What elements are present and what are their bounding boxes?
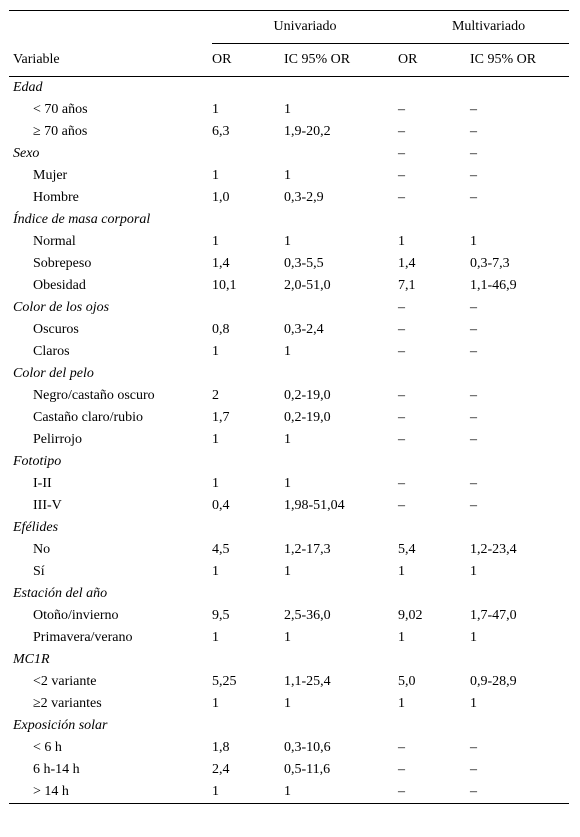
- variable-cell: Otoño/invierno: [33, 608, 119, 623]
- table-row: [9, 561, 569, 583]
- ic-multivariado-cell: 1: [470, 696, 478, 711]
- table-row: [9, 759, 569, 781]
- ic-multivariado-cell: –: [470, 344, 478, 359]
- or-multivariado-cell: 5,4: [398, 542, 416, 557]
- variable-cell: <2 variante: [33, 674, 97, 689]
- variable-cell: Claros: [33, 344, 70, 359]
- or-univariado-cell: [212, 583, 284, 605]
- or-univariado-cell: 1: [212, 168, 219, 183]
- variable-cell: Color de los ojos: [13, 300, 110, 315]
- ic-univariado-cell: [284, 583, 398, 605]
- or-multivariado-cell: 1,4: [398, 256, 416, 271]
- variable-cell: Exposición solar: [13, 718, 108, 733]
- or-multivariado-cell: 9,02: [398, 608, 423, 623]
- variable-cell: 6 h-14 h: [33, 762, 80, 777]
- table-row: [9, 319, 569, 341]
- ic-univariado-cell: 1,9-20,2: [284, 124, 331, 139]
- ic-univariado-cell: 1,1-25,4: [284, 674, 331, 689]
- category-row: [9, 517, 569, 539]
- ic-univariado-cell: [284, 297, 398, 319]
- ic-univariado-cell: 0,3-5,5: [284, 256, 324, 271]
- ic-univariado-cell: 1: [284, 696, 291, 711]
- variable-cell: < 6 h: [33, 740, 62, 755]
- ic-univariado-cell: 1: [284, 781, 398, 804]
- or-multivariado-cell: –: [398, 102, 406, 117]
- variable-cell: III-V: [33, 498, 62, 513]
- ic-multivariado-cell: –: [470, 168, 478, 183]
- category-row: [9, 77, 569, 100]
- ic-univariado-header: IC 95% OR: [284, 44, 398, 77]
- variable-cell: Negro/castaño oscuro: [33, 388, 155, 403]
- table-row: [9, 121, 569, 143]
- or-multivariado-cell: [398, 583, 470, 605]
- multivariado-header: Multivariado: [398, 11, 569, 44]
- table-row: [9, 495, 569, 517]
- or-multivariado-cell: –: [398, 124, 406, 139]
- variable-header: Variable: [9, 44, 212, 77]
- or-multivariado-cell: 1: [398, 696, 406, 711]
- ic-multivariado-cell: –: [470, 781, 569, 804]
- ic-multivariado-cell: –: [470, 762, 478, 777]
- ic-multivariado-cell: –: [470, 498, 478, 513]
- or-multivariado-cell: –: [398, 740, 406, 755]
- table-row: [9, 429, 569, 451]
- or-univariado-cell: 1,4: [212, 256, 230, 271]
- category-row: [9, 583, 569, 605]
- ic-univariado-cell: [284, 451, 398, 473]
- table-row: [9, 627, 569, 649]
- ic-univariado-cell: 0,3-10,6: [284, 740, 331, 755]
- table-row: [9, 671, 569, 693]
- table-row: [9, 275, 569, 297]
- or-univariado-cell: 1,7: [212, 410, 230, 425]
- table-row: [9, 473, 569, 495]
- or-multivariado-header: OR: [398, 44, 470, 77]
- table-row: [9, 737, 569, 759]
- ic-univariado-cell: 1: [284, 168, 291, 183]
- or-univariado-cell: [212, 143, 284, 165]
- header-group-row: [9, 11, 569, 44]
- variable-cell: Castaño claro/rubio: [33, 410, 144, 425]
- or-multivariado-cell: –: [398, 498, 406, 513]
- ic-univariado-cell: [284, 517, 398, 539]
- category-row: [9, 649, 569, 671]
- ic-multivariado-cell: [470, 77, 569, 100]
- ic-multivariado-cell: 1: [470, 630, 478, 645]
- or-multivariado-cell: 7,1: [398, 278, 416, 293]
- ic-multivariado-cell: –: [470, 432, 478, 447]
- or-univariado-cell: [212, 649, 284, 671]
- ic-univariado-cell: 0,5-11,6: [284, 762, 331, 777]
- table-body: [9, 77, 569, 804]
- or-univariado-cell: 1,8: [212, 740, 230, 755]
- variable-cell: < 70 años: [33, 102, 88, 117]
- table-row: [9, 99, 569, 121]
- ic-multivariado-header: IC 95% OR: [470, 44, 569, 77]
- or-multivariado-cell: [398, 715, 470, 737]
- ic-univariado-cell: 1: [284, 564, 291, 579]
- ic-univariado-cell: 0,2-19,0: [284, 410, 331, 425]
- variable-cell: Pelirrojo: [33, 432, 82, 447]
- ic-univariado-cell: 1: [284, 476, 291, 491]
- or-univariado-cell: 6,3: [212, 124, 230, 139]
- or-univariado-cell: 4,5: [212, 542, 230, 557]
- or-univariado-cell: 9,5: [212, 608, 230, 623]
- variable-cell: Estación del año: [13, 586, 108, 601]
- ic-univariado-cell: 2,5-36,0: [284, 608, 331, 623]
- ic-multivariado-cell: [470, 363, 569, 385]
- table-row: [9, 231, 569, 253]
- table-row: [9, 539, 569, 561]
- or-univariado-cell: 5,25: [212, 674, 237, 689]
- table-row: [9, 187, 569, 209]
- or-univariado-cell: 10,1: [212, 278, 237, 293]
- or-multivariado-cell: 1: [398, 564, 406, 579]
- header-column-row: [9, 44, 569, 77]
- or-univariado-cell: 1: [212, 432, 219, 447]
- variable-cell: No: [33, 542, 51, 557]
- or-univariado-cell: [212, 209, 284, 231]
- category-row: [9, 209, 569, 231]
- or-multivariado-cell: [398, 451, 470, 473]
- ic-univariado-cell: [284, 649, 398, 671]
- ic-univariado-cell: [284, 363, 398, 385]
- or-multivariado-cell: –: [398, 781, 470, 804]
- category-row: [9, 363, 569, 385]
- variable-cell: Sexo: [13, 146, 40, 161]
- table-row: [9, 341, 569, 363]
- or-multivariado-cell: –: [398, 322, 406, 337]
- variable-cell: Normal: [33, 234, 76, 249]
- or-univariado-cell: [212, 715, 284, 737]
- or-univariado-cell: [212, 451, 284, 473]
- ic-multivariado-cell: –: [470, 322, 478, 337]
- ic-univariado-cell: [284, 209, 398, 231]
- or-multivariado-cell: [398, 517, 470, 539]
- table-row: [9, 385, 569, 407]
- ic-multivariado-cell: 1: [470, 234, 478, 249]
- or-univariado-cell: [212, 517, 284, 539]
- variable-cell: Hombre: [33, 190, 79, 205]
- ic-univariado-cell: 1: [284, 630, 291, 645]
- or-multivariado-cell: –: [398, 476, 406, 491]
- or-univariado-cell: [212, 297, 284, 319]
- or-univariado-cell: 1,0: [212, 190, 230, 205]
- or-multivariado-cell: –: [398, 300, 406, 315]
- ic-multivariado-cell: [470, 517, 569, 539]
- ic-univariado-cell: 2,0-51,0: [284, 278, 331, 293]
- variable-cell: ≥2 variantes: [33, 696, 102, 711]
- category-row: [9, 297, 569, 319]
- or-multivariado-cell: [398, 363, 470, 385]
- or-univariado-cell: 1: [212, 234, 219, 249]
- ic-multivariado-cell: [470, 209, 569, 231]
- or-univariado-cell: 0,4: [212, 498, 230, 513]
- or-univariado-cell: 1: [212, 630, 219, 645]
- ic-multivariado-cell: 1: [470, 564, 478, 579]
- ic-univariado-cell: 1: [284, 234, 291, 249]
- or-univariado-cell: 1: [212, 476, 219, 491]
- variable-cell: Oscuros: [33, 322, 79, 337]
- or-univariado-cell: 1: [212, 696, 219, 711]
- or-multivariado-cell: –: [398, 344, 406, 359]
- or-multivariado-cell: –: [398, 190, 406, 205]
- table-header: [9, 11, 569, 77]
- ic-multivariado-cell: –: [470, 388, 478, 403]
- variable-cell: Primavera/verano: [33, 630, 133, 645]
- ic-multivariado-cell: [470, 451, 569, 473]
- or-multivariado-cell: [398, 77, 470, 100]
- ic-univariado-cell: [284, 715, 398, 737]
- ic-multivariado-cell: [470, 715, 569, 737]
- ic-univariado-cell: 1: [284, 432, 291, 447]
- ic-multivariado-cell: 1,1-46,9: [470, 278, 517, 293]
- or-multivariado-cell: –: [398, 410, 406, 425]
- ic-multivariado-cell: –: [470, 300, 478, 315]
- ic-multivariado-cell: 0,3-7,3: [470, 256, 510, 271]
- ic-univariado-cell: 1: [284, 344, 291, 359]
- table-row: [9, 693, 569, 715]
- or-multivariado-cell: [398, 649, 470, 671]
- table-row: [9, 605, 569, 627]
- ic-multivariado-cell: –: [470, 190, 478, 205]
- category-row: [9, 143, 569, 165]
- variable-cell: I-II: [33, 476, 52, 491]
- variable-cell: MC1R: [13, 652, 50, 667]
- ic-multivariado-cell: [470, 649, 569, 671]
- table-row: [9, 781, 569, 804]
- odds-ratio-table: [9, 10, 569, 804]
- table-row: [9, 407, 569, 429]
- or-univariado-cell: 2,4: [212, 762, 230, 777]
- univariado-header: Univariado: [212, 11, 398, 44]
- or-univariado-cell: 2: [212, 388, 219, 403]
- or-univariado-header: OR: [212, 44, 284, 77]
- or-multivariado-cell: 5,0: [398, 674, 416, 689]
- category-row: [9, 715, 569, 737]
- ic-multivariado-cell: –: [470, 410, 478, 425]
- ic-univariado-cell: 1,2-17,3: [284, 542, 331, 557]
- or-multivariado-cell: –: [398, 146, 406, 161]
- or-multivariado-cell: 1: [398, 630, 406, 645]
- ic-multivariado-cell: –: [470, 476, 478, 491]
- or-multivariado-cell: –: [398, 762, 406, 777]
- header-blank: [9, 11, 212, 44]
- or-multivariado-cell: –: [398, 432, 406, 447]
- variable-cell: > 14 h: [9, 781, 212, 804]
- variable-cell: Mujer: [33, 168, 68, 183]
- or-multivariado-cell: –: [398, 168, 406, 183]
- variable-cell: Sobrepeso: [33, 256, 92, 271]
- or-multivariado-cell: –: [398, 388, 406, 403]
- ic-univariado-cell: 1: [284, 102, 291, 117]
- category-row: [9, 451, 569, 473]
- ic-univariado-cell: 0,3-2,4: [284, 322, 324, 337]
- ic-univariado-cell: [284, 143, 398, 165]
- variable-cell: Obesidad: [33, 278, 86, 293]
- or-univariado-cell: 1: [212, 344, 219, 359]
- or-univariado-cell: 1: [212, 102, 219, 117]
- ic-multivariado-cell: 0,9-28,9: [470, 674, 517, 689]
- or-multivariado-cell: 1: [398, 234, 406, 249]
- table-row: [9, 253, 569, 275]
- ic-multivariado-cell: –: [470, 124, 478, 139]
- ic-multivariado-cell: –: [470, 740, 478, 755]
- ic-multivariado-cell: 1,2-23,4: [470, 542, 517, 557]
- variable-cell: Sí: [33, 564, 45, 579]
- ic-univariado-cell: 0,2-19,0: [284, 388, 331, 403]
- or-univariado-cell: [212, 77, 284, 100]
- ic-univariado-cell: [284, 77, 398, 100]
- ic-multivariado-cell: –: [470, 102, 478, 117]
- variable-cell: Color del pelo: [13, 366, 94, 381]
- variable-cell: Efélides: [13, 520, 59, 535]
- ic-multivariado-cell: [470, 583, 569, 605]
- ic-multivariado-cell: –: [470, 146, 478, 161]
- ic-univariado-cell: 0,3-2,9: [284, 190, 324, 205]
- variable-cell: Índice de masa corporal: [13, 212, 151, 227]
- or-univariado-cell: 1: [212, 564, 219, 579]
- ic-univariado-cell: 1,98-51,04: [284, 498, 345, 513]
- or-univariado-cell: 0,8: [212, 322, 230, 337]
- variable-cell: Fototipo: [13, 454, 62, 469]
- variable-cell: Edad: [13, 80, 43, 95]
- table-row: [9, 165, 569, 187]
- ic-multivariado-cell: 1,7-47,0: [470, 608, 517, 623]
- variable-cell: ≥ 70 años: [33, 124, 88, 139]
- or-multivariado-cell: [398, 209, 470, 231]
- or-univariado-cell: [212, 363, 284, 385]
- or-univariado-cell: 1: [212, 781, 284, 804]
